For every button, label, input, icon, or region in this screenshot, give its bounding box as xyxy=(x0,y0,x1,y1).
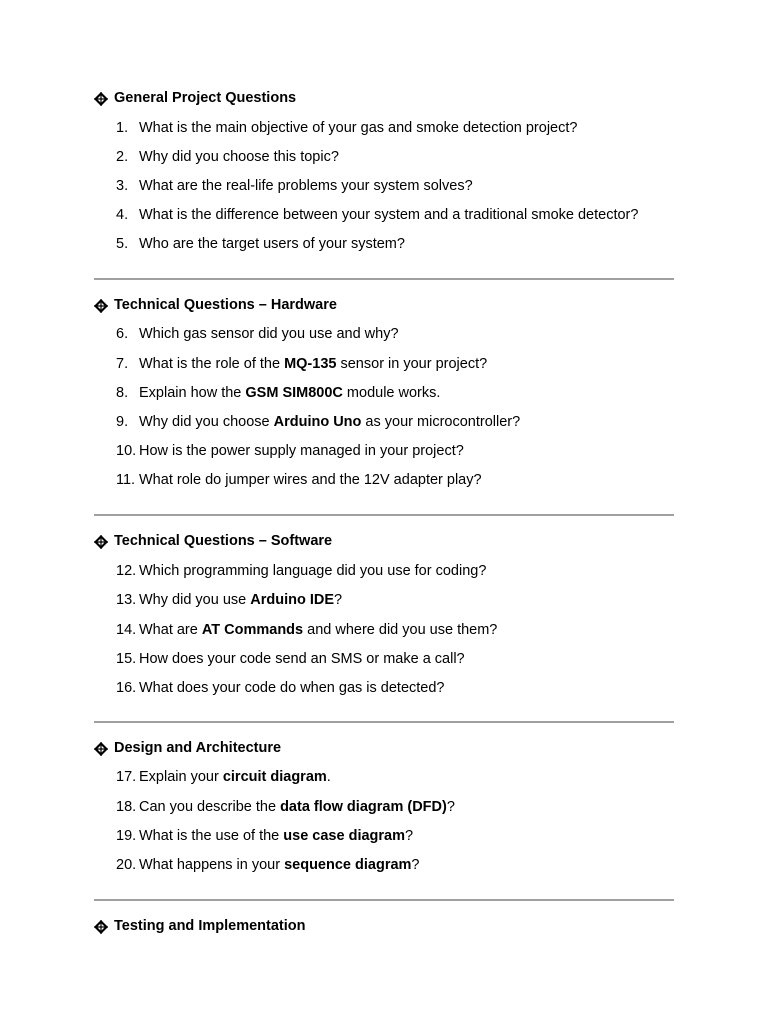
diamond-bullet-icon xyxy=(94,92,106,104)
question-item: 6. Which gas sensor did you use and why? xyxy=(116,326,399,342)
question-item: 12. Which programming language did you use for coding? xyxy=(116,563,487,579)
question-item: 4. What is the difference between your system and a traditional smoke detector? xyxy=(116,207,639,223)
diamond-bullet-icon xyxy=(94,299,106,311)
section-heading-testing xyxy=(94,916,305,936)
question-item: 2. Why did you choose this topic? xyxy=(116,149,339,165)
question-item: 3. What are the real-life problems your system solves? xyxy=(116,178,473,194)
question-item: 16. What does your code do when gas is detected? xyxy=(116,680,445,696)
question-item: 9. Why did you choose Arduino Uno as your microcontroller? xyxy=(116,414,521,430)
question-item: 7. What is the role of the MQ-135 sensor in your project? xyxy=(116,356,488,372)
question-item: 15. How does your code send an SMS or make a call? xyxy=(116,651,465,667)
question-item: 1. What is the main objective of your gas and smoke detection project? xyxy=(116,120,578,136)
question-item: 11. What role do jumper wires and the 12V adapter play? xyxy=(116,472,482,488)
diamond-bullet-icon xyxy=(94,920,106,932)
section-title: Testing and Implementation xyxy=(114,918,306,934)
question-item: 8. Explain how the GSM SIM800C module works. xyxy=(116,385,441,401)
section-heading-design xyxy=(94,738,281,758)
section-heading-hardware xyxy=(94,295,337,315)
section-heading-general xyxy=(94,88,296,108)
diamond-bullet-icon xyxy=(94,535,106,547)
section-title: Technical Questions – Hardware xyxy=(114,297,337,313)
section-heading-software xyxy=(94,531,332,551)
section-divider xyxy=(94,721,674,723)
question-item: 19. What is the use of the use case diagram? xyxy=(116,828,414,844)
section-divider xyxy=(94,899,674,901)
section-title: General Project Questions xyxy=(114,90,297,106)
section-divider xyxy=(94,278,674,280)
diamond-bullet-icon xyxy=(94,742,106,754)
question-item: 13. Why did you use Arduino IDE? xyxy=(116,592,343,608)
question-item: 20. What happens in your sequence diagram? xyxy=(116,857,420,873)
question-item: 18. Can you describe the data flow diagram (DFD)? xyxy=(116,799,455,815)
section-title: Design and Architecture xyxy=(114,740,282,756)
section-title: Technical Questions – Software xyxy=(114,533,333,549)
question-item: 17. Explain your circuit diagram. xyxy=(116,769,331,785)
question-item: 5. Who are the target users of your system? xyxy=(116,236,405,252)
question-item: 14. What are AT Commands and where did you use them? xyxy=(116,622,498,638)
section-divider xyxy=(94,514,674,516)
question-item: 10. How is the power supply managed in your project? xyxy=(116,443,464,459)
